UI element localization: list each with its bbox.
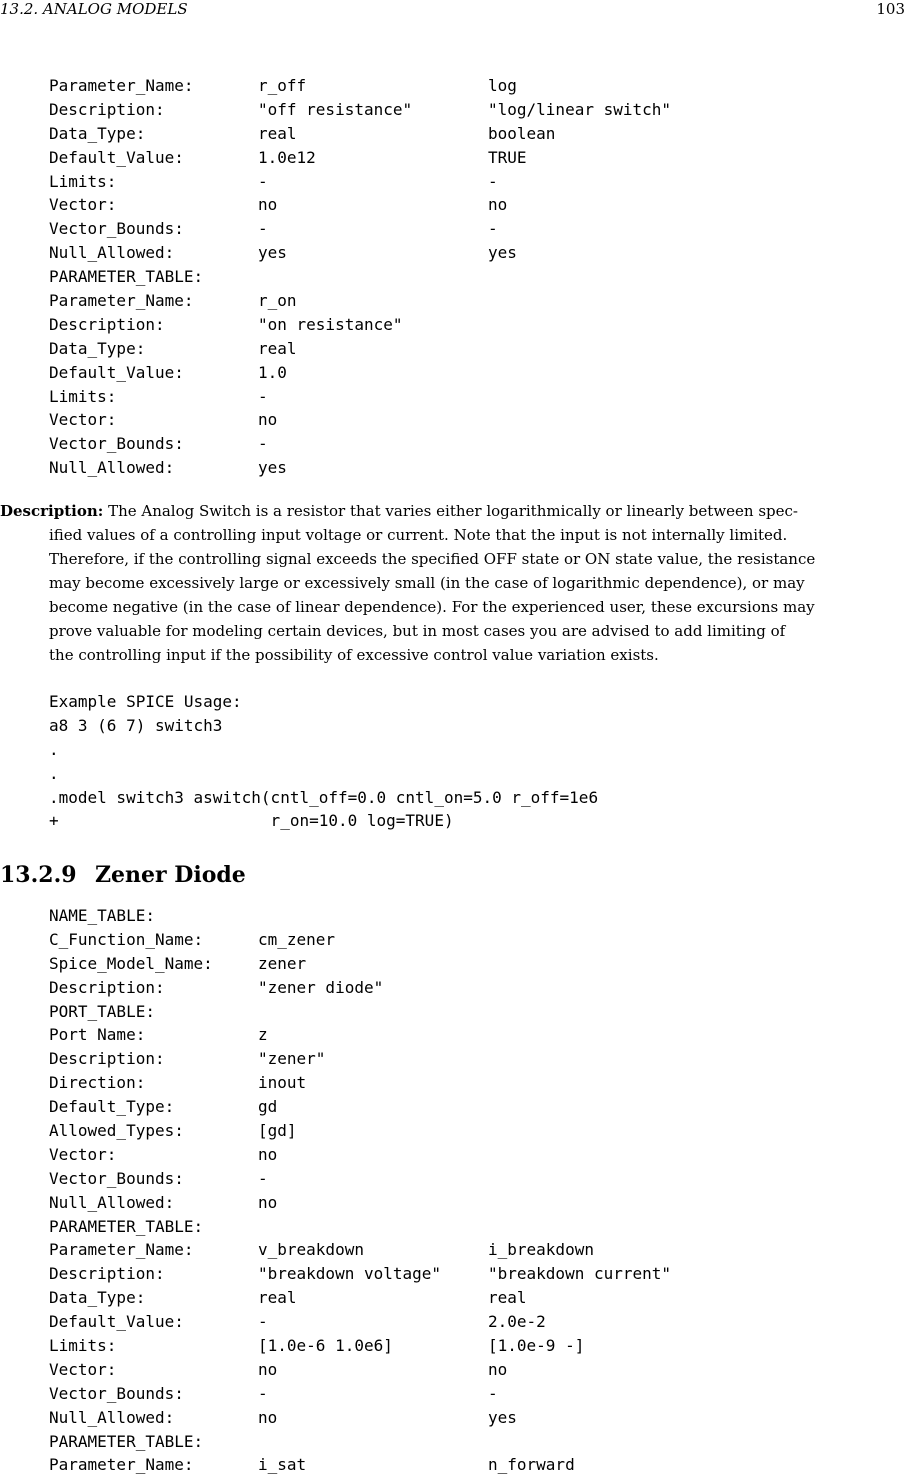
field-value: r_on <box>258 291 297 311</box>
table-row <box>49 904 889 928</box>
field-name: PARAMETER_TABLE: <box>49 1216 204 1236</box>
field-value: yes <box>258 243 287 263</box>
section-title: Zener Diode <box>95 862 246 888</box>
field-name: Parameter_Name: <box>49 76 194 95</box>
code-line: .model switch3 aswitch(cntl_off=0.0 cntl_on=5.0 r_off=1e6 <box>49 787 599 807</box>
table-row <box>49 408 889 432</box>
field-value: - <box>258 1383 268 1403</box>
field-name: Spice_Model_Name: <box>49 953 213 973</box>
field-value: no <box>258 1144 278 1164</box>
running-header <box>0 0 907 20</box>
running-header-section: 13.2. ANALOG MODELS <box>0 0 188 18</box>
field-name: Vector_Bounds: <box>49 1383 184 1403</box>
field-name: Port Name: <box>49 1025 146 1045</box>
field-name: Vector_Bounds: <box>49 1168 184 1188</box>
field-name: Parameter_Name: <box>49 1240 194 1260</box>
field-name: Default_Value: <box>49 147 184 167</box>
field-value: - <box>488 171 498 191</box>
field-value: yes <box>258 458 287 478</box>
table-row <box>49 265 889 289</box>
field-value: - <box>258 1312 268 1332</box>
description-text: Therefore, if the controlling signal exceeds the specified OFF state or ON state value, the resistance <box>49 550 816 568</box>
description-text: the controlling input if the possibility of excessive control value variation exists. <box>49 646 659 664</box>
section-heading <box>0 862 246 888</box>
table-row <box>49 1430 889 1454</box>
table-row <box>49 1143 889 1167</box>
field-value: real <box>258 1288 297 1308</box>
description-line <box>0 619 907 643</box>
field-value: - <box>488 1383 498 1403</box>
field-value: no <box>258 195 278 215</box>
field-value: no <box>258 1192 278 1212</box>
description-text: become negative (in the case of linear dependence). For the experienced user, these excursions may <box>49 598 815 616</box>
table-row <box>49 1262 889 1286</box>
field-name: Description: <box>49 977 165 997</box>
field-value: - <box>258 434 268 454</box>
table-row <box>49 1047 889 1071</box>
table-row <box>49 1119 889 1143</box>
field-value: log <box>488 76 517 95</box>
model-table-zener-diode <box>49 904 889 1477</box>
field-name: Vector: <box>49 410 117 430</box>
table-row <box>49 928 889 952</box>
field-name: PORT_TABLE: <box>49 1001 155 1021</box>
field-value: "on resistance" <box>258 314 403 334</box>
field-value: real <box>258 338 297 358</box>
table-row <box>49 1095 889 1119</box>
field-value: [1.0e-6 1.0e6] <box>258 1336 393 1356</box>
table-row <box>49 122 889 146</box>
table-row <box>49 1286 889 1310</box>
field-name: Allowed_Types: <box>49 1121 184 1141</box>
field-value: - <box>258 1168 268 1188</box>
code-line: Example SPICE Usage: <box>49 692 242 711</box>
field-value: boolean <box>488 123 556 143</box>
field-name: Default_Type: <box>49 1097 175 1117</box>
table-row <box>49 1191 889 1215</box>
field-value: - <box>258 386 268 406</box>
field-value: no <box>258 1407 278 1427</box>
field-value: TRUE <box>488 147 527 167</box>
field-name: Description: <box>49 314 165 334</box>
table-row <box>49 217 889 241</box>
field-name: Default_Value: <box>49 1312 184 1332</box>
description-line <box>0 547 907 571</box>
field-value: no <box>258 410 278 430</box>
table-row <box>49 170 889 194</box>
field-value: cm_zener <box>258 929 336 949</box>
field-name: Direction: <box>49 1073 146 1093</box>
code-line: . <box>49 739 59 759</box>
field-value: "log/linear switch" <box>488 99 672 119</box>
field-name: Limits: <box>49 1336 117 1356</box>
field-value: real <box>258 123 297 143</box>
field-value: "zener" <box>258 1049 326 1069</box>
table-row <box>49 1167 889 1191</box>
code-line: . <box>49 763 59 783</box>
field-name: Description: <box>49 1264 165 1284</box>
field-name: Null_Allowed: <box>49 1407 175 1427</box>
field-value: - <box>258 219 268 239</box>
field-name: Limits: <box>49 171 117 191</box>
field-name: Parameter_Name: <box>49 1455 194 1475</box>
field-name: Vector: <box>49 1144 117 1164</box>
table-row <box>49 193 889 217</box>
description-text: may become excessively large or excessively small (in the case of logarithmic dependence), or may <box>49 574 805 592</box>
section-number: 13.2.9 <box>0 862 77 888</box>
table-row <box>49 1000 889 1024</box>
field-value: i_sat <box>258 1455 307 1475</box>
table-row <box>49 952 889 976</box>
table-row <box>49 1023 889 1047</box>
field-value: no <box>488 195 508 215</box>
field-name: PARAMETER_TABLE: <box>49 1431 204 1451</box>
table-row <box>49 1382 889 1406</box>
field-name: Vector: <box>49 195 117 215</box>
table-row <box>49 976 889 1000</box>
code-line: + r_on=10.0 log=TRUE) <box>49 811 454 831</box>
field-value: z <box>258 1025 268 1045</box>
field-value: 1.0 <box>258 362 287 382</box>
field-name: Null_Allowed: <box>49 243 175 263</box>
field-value: "zener diode" <box>258 977 384 997</box>
field-value: [gd] <box>258 1121 297 1141</box>
table-row <box>49 1215 889 1239</box>
table-row <box>49 1406 889 1430</box>
field-value: yes <box>488 243 517 263</box>
field-value: 1.0e12 <box>258 147 316 167</box>
field-value: real <box>488 1288 527 1308</box>
table-row <box>49 289 889 313</box>
field-name: Vector_Bounds: <box>49 434 184 454</box>
field-value: 2.0e-2 <box>488 1312 546 1332</box>
field-value: no <box>488 1359 508 1379</box>
description-line <box>0 643 907 667</box>
table-row <box>49 456 889 480</box>
description-label: Description: <box>0 502 104 520</box>
field-name: Limits: <box>49 386 117 406</box>
field-name: Data_Type: <box>49 338 146 358</box>
table-row <box>49 313 889 337</box>
field-value: i_breakdown <box>488 1240 594 1260</box>
table-row <box>49 337 889 361</box>
field-value: [1.0e-9 -] <box>488 1336 585 1356</box>
table-row <box>49 98 889 122</box>
field-value: - <box>488 219 498 239</box>
table-row <box>49 1334 889 1358</box>
field-value: "breakdown voltage" <box>258 1264 442 1284</box>
field-name: Vector_Bounds: <box>49 219 184 239</box>
field-name: Data_Type: <box>49 1288 146 1308</box>
field-name: Data_Type: <box>49 123 146 143</box>
field-value: n_forward <box>488 1455 575 1475</box>
field-value: r_off <box>258 76 307 95</box>
field-value: - <box>258 171 268 191</box>
table-row <box>49 1310 889 1334</box>
table-row <box>49 361 889 385</box>
field-value: v_breakdown <box>258 1240 364 1260</box>
description-line <box>0 523 907 547</box>
field-name: Description: <box>49 1049 165 1069</box>
description-paragraph <box>0 499 907 667</box>
description-line <box>0 571 907 595</box>
table-row <box>49 385 889 409</box>
field-value: zener <box>258 953 307 973</box>
field-value: "off resistance" <box>258 99 413 119</box>
field-name: Parameter_Name: <box>49 291 194 311</box>
field-value: gd <box>258 1097 278 1117</box>
table-row <box>49 1238 889 1262</box>
field-value: inout <box>258 1073 307 1093</box>
table-row <box>49 1453 889 1477</box>
page-number: 103 <box>876 0 905 18</box>
table-row <box>49 432 889 456</box>
field-name: Null_Allowed: <box>49 1192 175 1212</box>
field-name: C_Function_Name: <box>49 929 204 949</box>
field-value: "breakdown current" <box>488 1264 672 1284</box>
field-value: no <box>258 1359 278 1379</box>
description-text: ified values of a controlling input voltage or current. Note that the input is not internally limited. <box>49 526 788 544</box>
table-row <box>49 146 889 170</box>
description-line <box>0 595 907 619</box>
parameter-table-analog-switch <box>49 74 889 480</box>
table-row <box>49 74 889 98</box>
description-text: The Analog Switch is a resistor that varies either logarithmically or linearly between spec- <box>103 502 798 520</box>
field-name: Null_Allowed: <box>49 458 175 478</box>
field-name: PARAMETER_TABLE: <box>49 267 204 287</box>
example-spice-usage <box>49 690 889 833</box>
table-row <box>49 1358 889 1382</box>
description-line <box>0 499 907 523</box>
code-line: a8 3 (6 7) switch3 <box>49 715 223 735</box>
field-name: Vector: <box>49 1359 117 1379</box>
field-name: Description: <box>49 99 165 119</box>
table-row <box>49 1071 889 1095</box>
table-row <box>49 241 889 265</box>
field-name: NAME_TABLE: <box>49 906 155 925</box>
description-text: prove valuable for modeling certain devices, but in most cases you are advised to add limiting of <box>49 622 786 640</box>
field-value: yes <box>488 1407 517 1427</box>
field-name: Default_Value: <box>49 362 184 382</box>
